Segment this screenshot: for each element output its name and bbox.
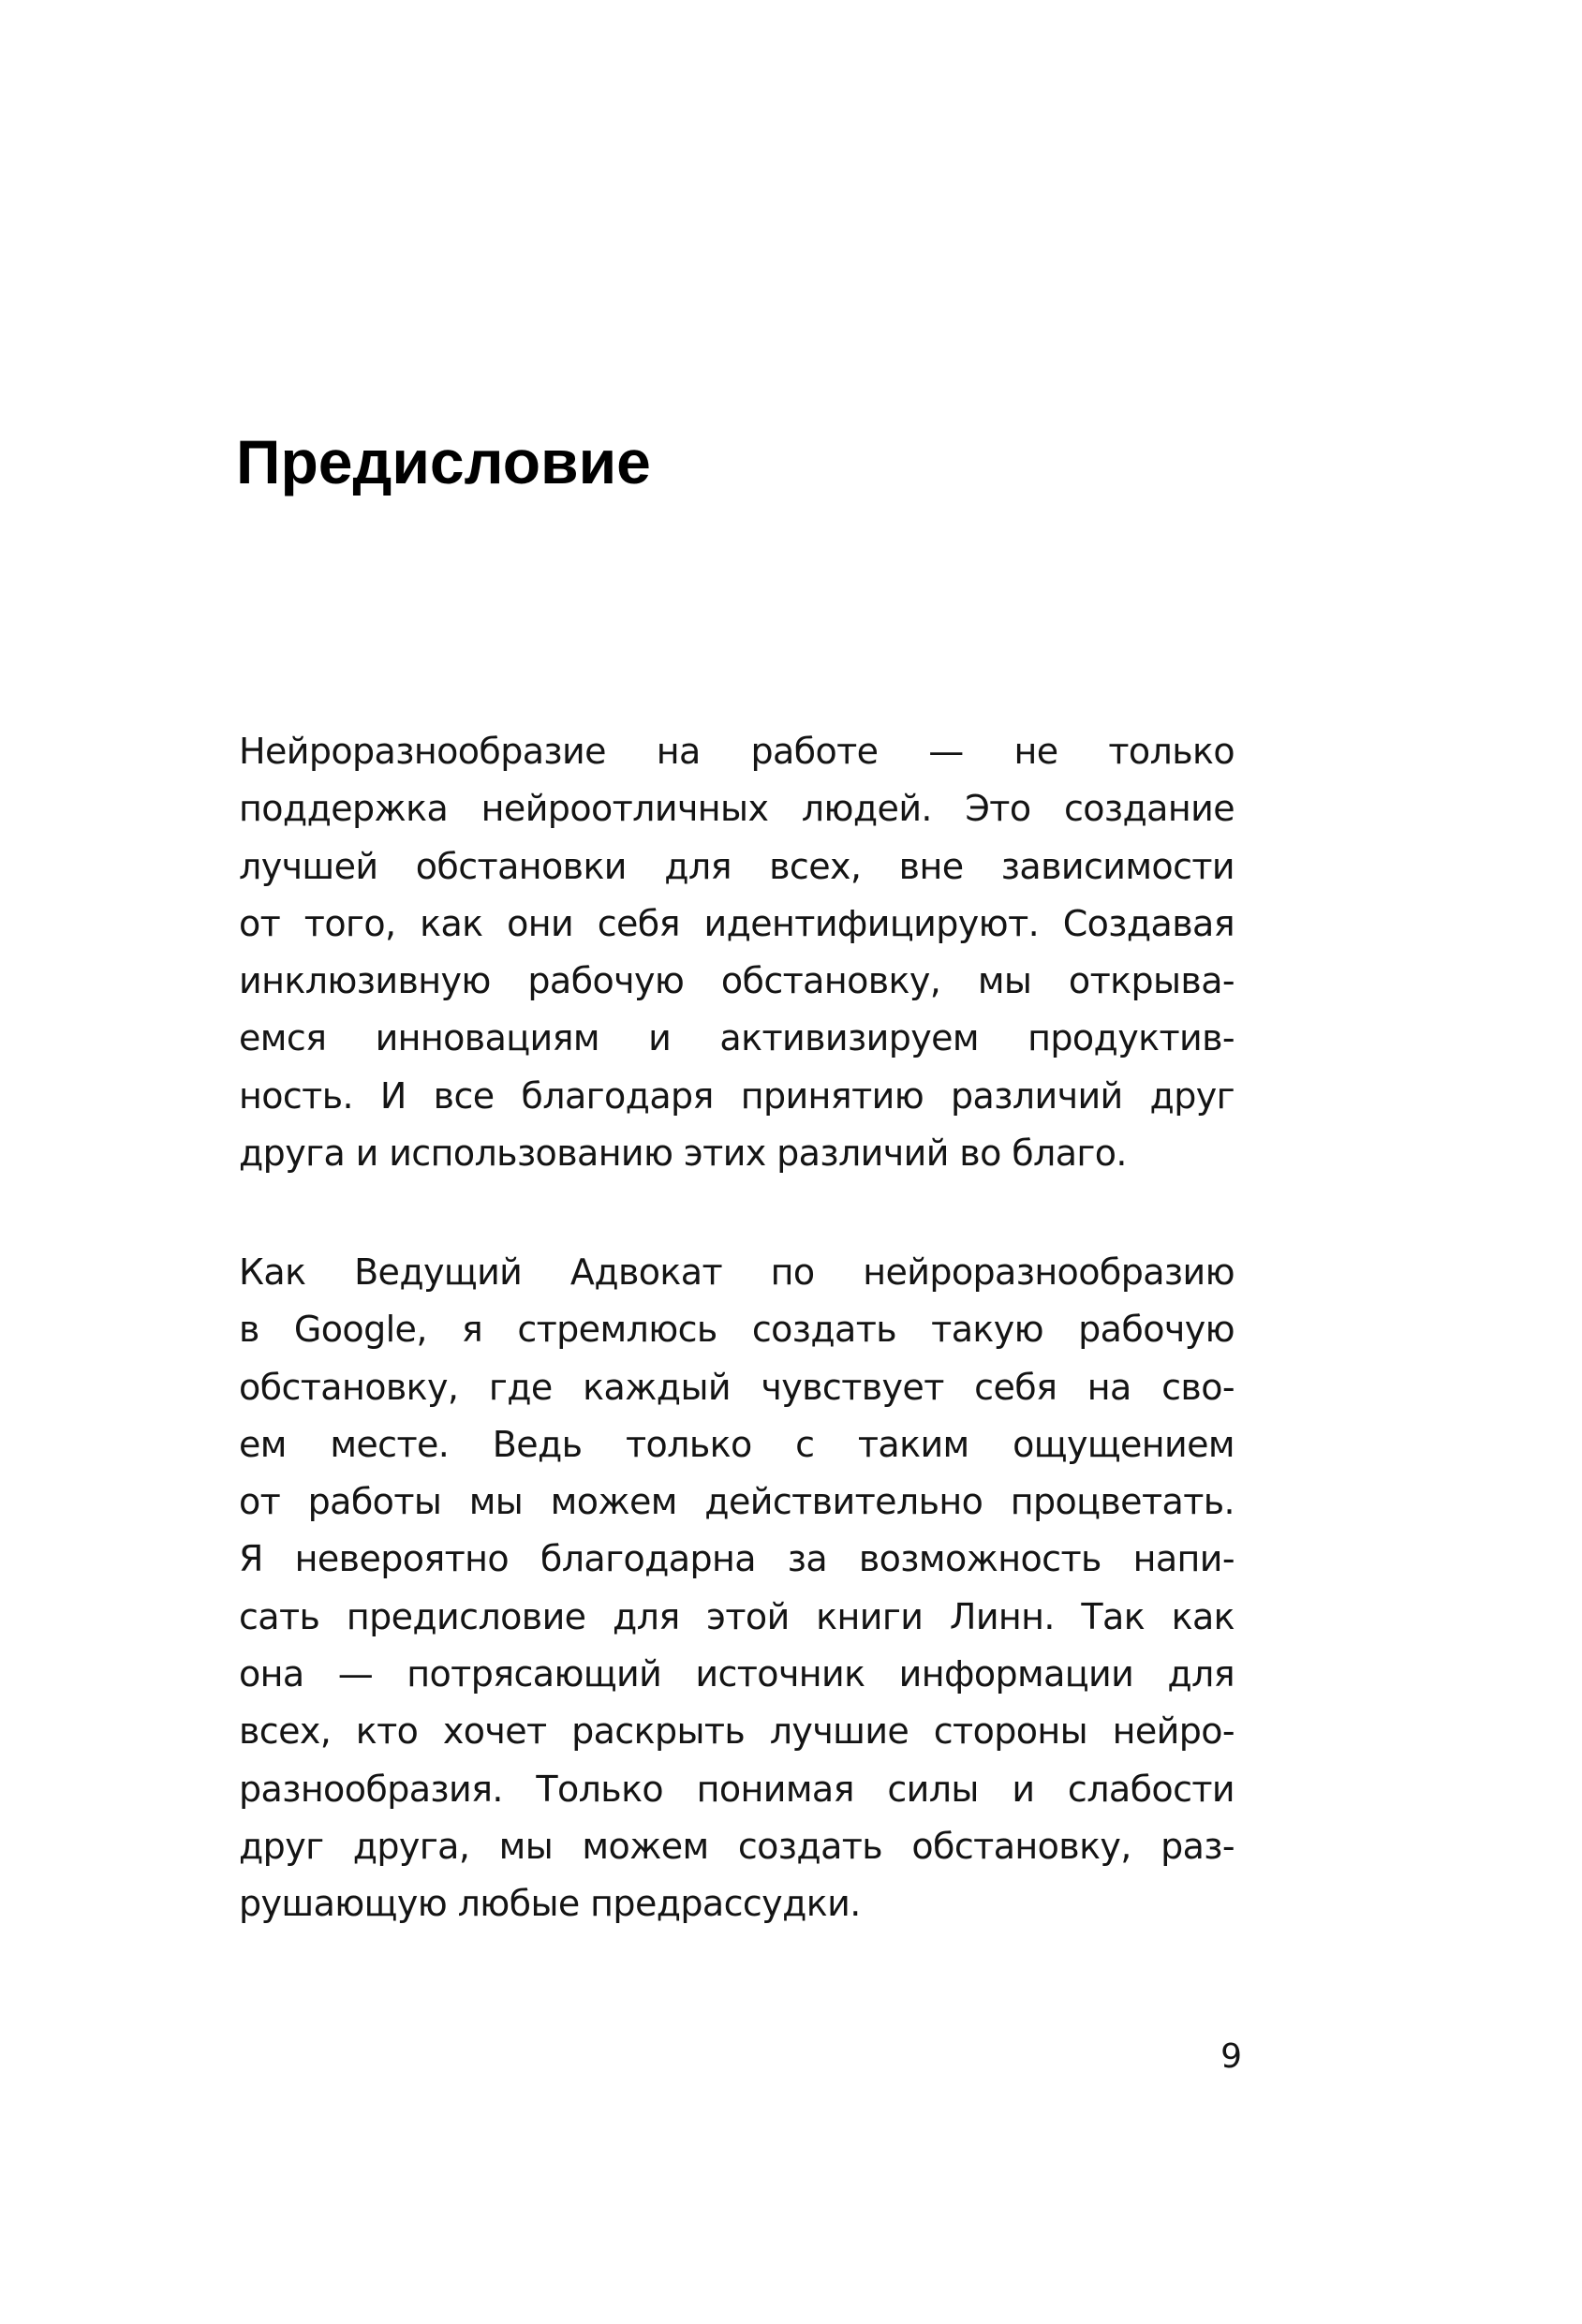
chapter-title: Предисловие bbox=[236, 427, 651, 496]
text-line: Как Ведущий Адвокат по нейроразнообразию bbox=[239, 1251, 1235, 1293]
text-line: от того, как они себя идентифицируют. Создавая bbox=[239, 902, 1235, 944]
paragraph-2 bbox=[239, 1244, 1235, 1933]
text-line: от работы мы можем действительно процветать. bbox=[239, 1481, 1235, 1523]
text-line: лучшей обстановки для всех, вне зависимости bbox=[239, 845, 1235, 887]
text-line: Я невероятно благодарна за возможность напи- bbox=[239, 1538, 1235, 1580]
text-line: Нейроразнообразие на работе — не только bbox=[239, 731, 1235, 772]
text-line: поддержка нейроотличных людей. Это создание bbox=[239, 788, 1235, 830]
text-line: друга и использованию этих различий во благо. bbox=[239, 1132, 1127, 1175]
text-line: емся инновациям и активизируем продуктив- bbox=[239, 1017, 1235, 1059]
text-line: инклюзивную рабочую обстановку, мы открыва- bbox=[239, 960, 1235, 1002]
page-number: 9 bbox=[1220, 2037, 1242, 2076]
text-line: ность. И все благодаря принятию различий друг bbox=[239, 1074, 1235, 1117]
text-line: сать предисловие для этой книги Линн. Так как bbox=[239, 1595, 1235, 1637]
text-line: в Google, я стремлюсь создать такую рабочую bbox=[239, 1309, 1235, 1351]
text-line: друг друга, мы можем создать обстановку, раз- bbox=[239, 1825, 1235, 1867]
text-line: ем месте. Ведь только с таким ощущением bbox=[239, 1423, 1235, 1465]
text-line: она — потрясающий источник информации для bbox=[239, 1653, 1235, 1695]
text-line: разнообразия. Только понимая силы и слабости bbox=[239, 1768, 1235, 1810]
text-line: рушающую любые предрассудки. bbox=[239, 1883, 861, 1925]
paragraph-1 bbox=[239, 723, 1235, 1182]
text-line: обстановку, где каждый чувствует себя на сво- bbox=[239, 1366, 1235, 1408]
text-line: всех, кто хочет раскрыть лучшие стороны нейро- bbox=[239, 1710, 1235, 1753]
